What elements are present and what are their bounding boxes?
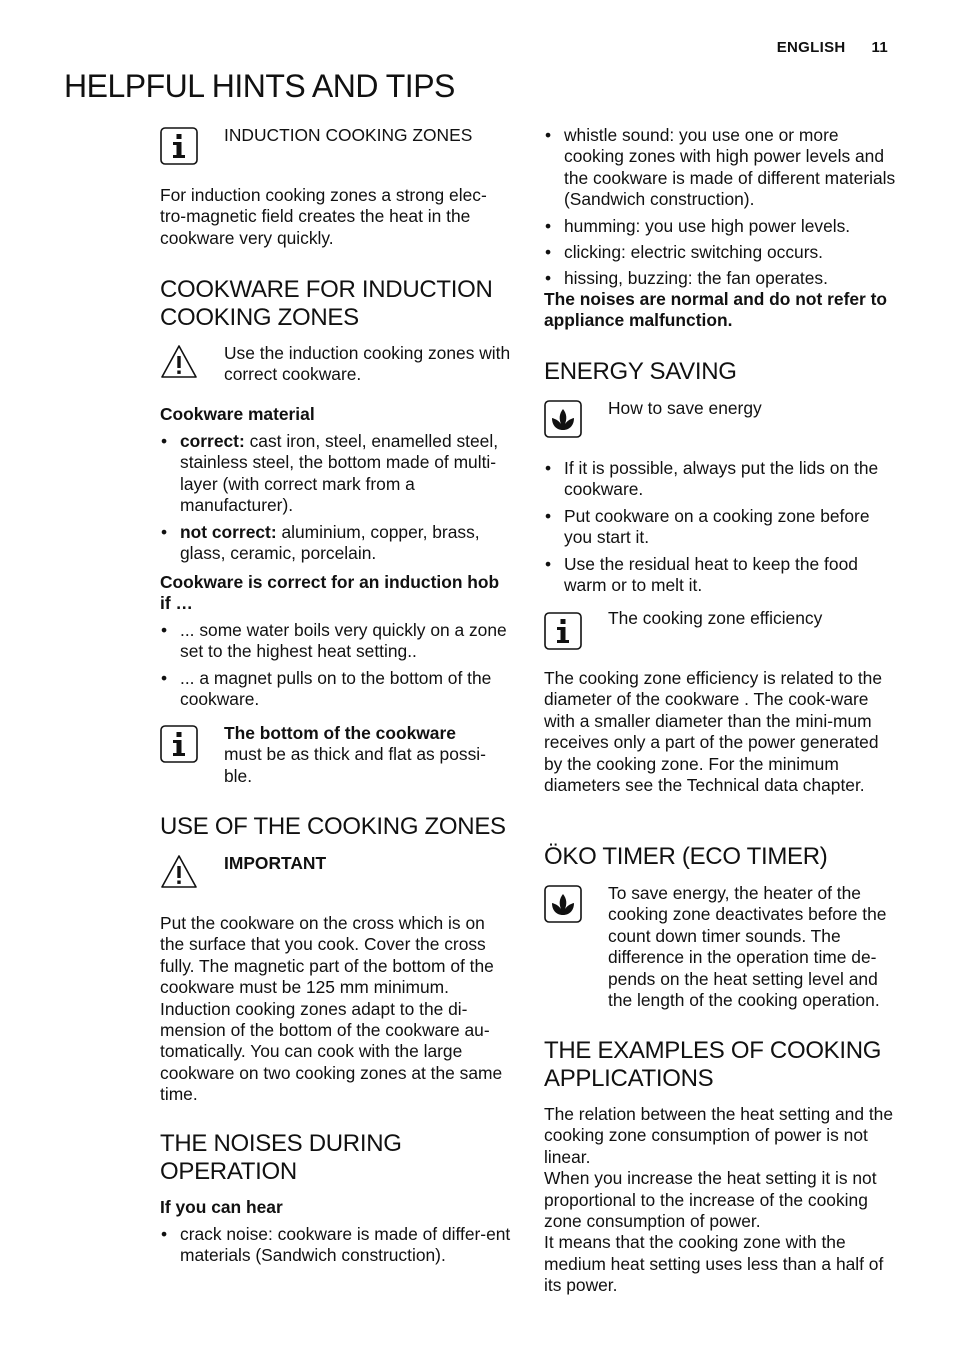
examples-paragraph-2: When you increase the heat setting it is not proportional to the increase of the cooking zone consumption of power. [544,1168,877,1232]
page-header [777,39,888,56]
info-note-text: The cooking zone efficiency [608,608,823,628]
subheading-material: Cookware material [160,404,315,424]
list-item: • whistle sound: you use one or more cooking zones with high power levels and the cookware is made of different materials (Sandwich construction). [544,125,896,211]
info-icon [160,725,198,763]
subheading-correct-if: Cookware is correct for an induction hob if … [160,572,500,614]
efficiency-paragraph: The cooking zone efficiency is related to the diameter of the cookware . The cook-ware with a smaller diameter than the mini-mum receives only a part of the power generated by the cooking zone. For the minimum diameters see the Technical data chapter. [544,668,883,796]
eco-note-text: How to save energy [608,398,762,418]
examples-text [544,1104,896,1297]
noise-list-left [160,1224,512,1272]
info-icon [160,127,198,165]
list-item: • ... a magnet pulls on to the bottom of the cookware. [160,668,512,711]
list-item: • ... some water boils very quickly on a zone set to the highest heat setting.. [160,620,512,663]
warning-note-text: Use the induction cooking zones with correct cookware. [224,343,511,385]
info-note-text: must be as thick and flat as possi-ble. [224,744,486,786]
energy-list [544,458,896,601]
info-icon [544,612,582,650]
examples-paragraph-3: It means that the cooking zone with the medium heat setting uses less than a half of its power. [544,1232,884,1296]
eco-leaf-icon [544,885,582,923]
heading-cookware: COOKWARE FOR INDUCTION COOKING ZONES [160,276,493,331]
eco-leaf-icon [544,400,582,438]
list-item: • If it is possible, always put the lids on the cookware. [544,458,896,501]
correct-if-list [160,620,512,716]
header-language: ENGLISH [776,39,846,56]
list-item: • Use the residual heat to keep the food warm or to melt it. [544,554,896,597]
list-item: • humming: you use high power levels. [544,216,896,237]
info-note-bold: The bottom of the cookware [224,723,456,743]
noise-list-right [544,125,896,290]
eco-note-text: To save energy, the heater of the cooking zone deactivates before the count down timer sounds. The difference in the operation time de-pends on the heat setting level and the length of the cooking operation. [608,883,887,1011]
warning-note-text: IMPORTANT [224,853,327,873]
use-paragraph: Put the cookware on the cross which is on the surface that you cook. Cover the cross fully. The magnetic part of the bottom of the cookware must be 125 mm minimum. Induction cooking zones adapt to the di-mension of the bottom of the cookware au-tomatically. You can cook with the large cookware on two cooking zones at the same time. [160,913,503,1105]
material-list [160,431,512,569]
heading-oko: ÖKO TIMER (ECO TIMER) [544,843,828,870]
list-item: • Put cookware on a cooking zone before you start it. [544,506,896,549]
warning-icon [160,343,198,381]
warning-icon [160,853,198,891]
list-item: • clicking: electric switching occurs. [544,242,896,263]
examples-paragraph-1: The relation between the heat setting and the cooking zone consumption of power is not linear. [544,1104,894,1167]
list-item: • crack noise: cookware is made of differ-ent materials (Sandwich construction). [160,1224,512,1267]
heading-use: USE OF THE COOKING ZONES [160,813,506,840]
subheading-hear: If you can hear [160,1197,283,1217]
intro-paragraph: For induction cooking zones a strong elec-tro-magnetic field creates the heat in the cookware very quickly. [160,185,487,248]
list-item: • not correct: aluminium, copper, brass, glass, ceramic, porcelain. [160,522,512,565]
page-title: HELPFUL HINTS AND TIPS [64,68,455,104]
info-note-text: INDUCTION COOKING ZONES [224,125,473,145]
heading-examples: THE EXAMPLES OF COOKING APPLICATIONS [544,1037,882,1092]
header-page-number: 11 [871,39,888,56]
noise-note: The noises are normal and do not refer to appliance malfunction. [544,289,888,331]
list-item: • correct: cast iron, steel, enamelled steel, stainless steel, the bottom made of multi-layer (with correct mark from a manufacturer). [160,431,512,517]
list-item: • hissing, buzzing: the fan operates. [544,268,896,289]
heading-noises: THE NOISES DURING OPERATION [160,1130,402,1185]
heading-energy: ENERGY SAVING [544,358,737,385]
